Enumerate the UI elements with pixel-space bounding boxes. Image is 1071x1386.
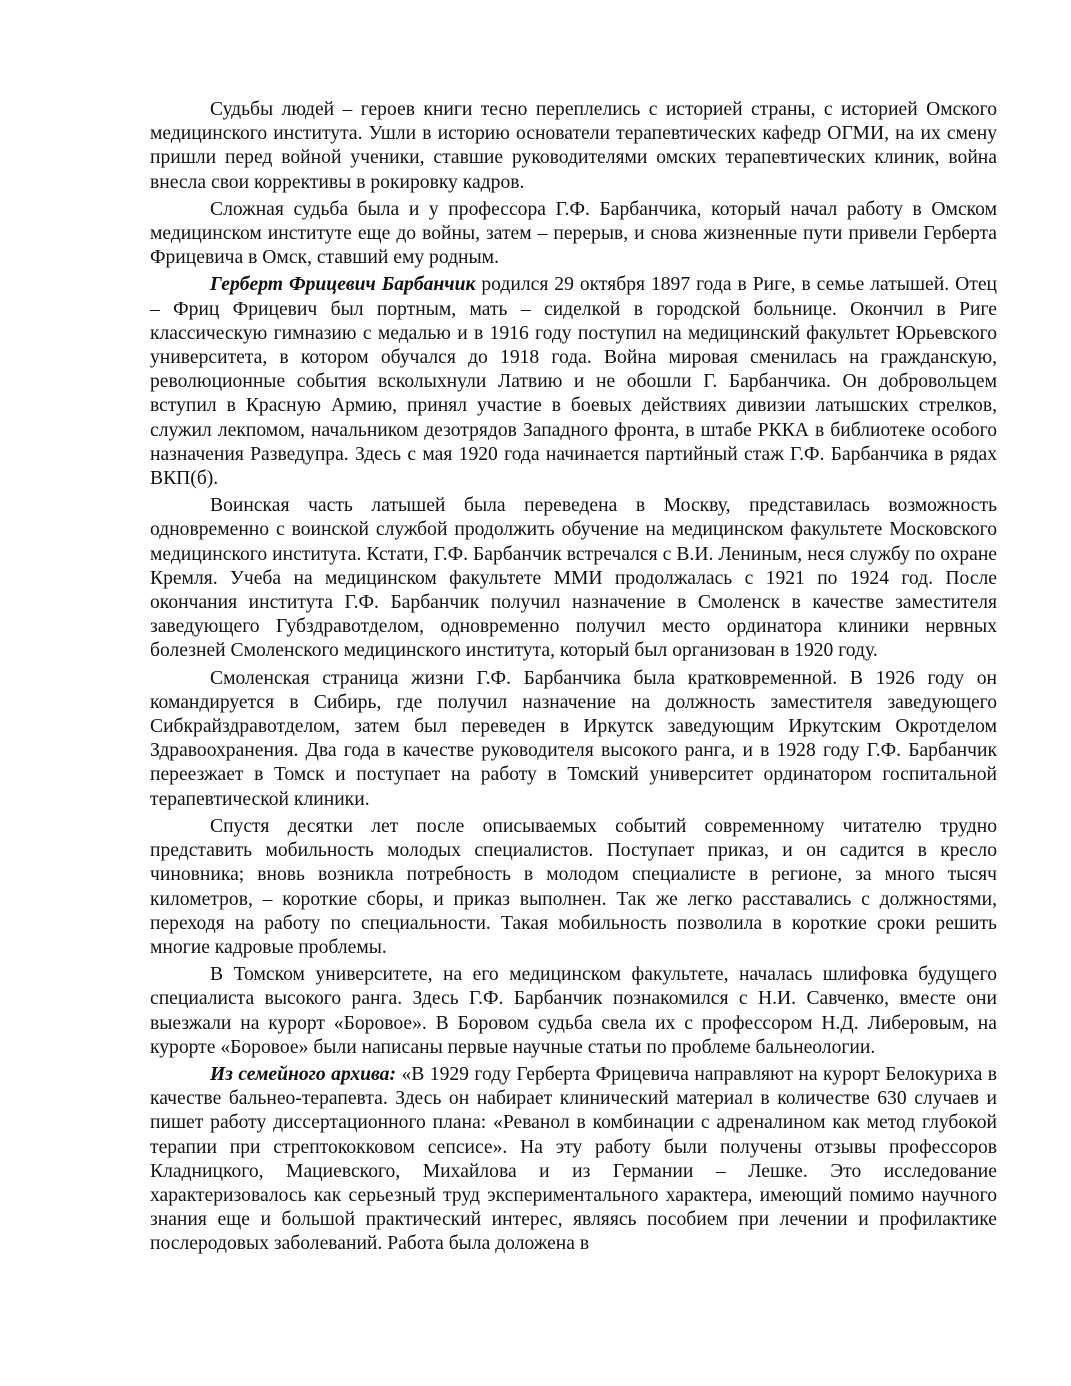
paragraph-7-text: В Томском университете, на его медицинском факультете, началась шлифовка будущего специалиста высокого ранга. Здесь Г.Ф. Барбанчик познакомился с Н.И. Савченко, вместе они выезжали на курорт «Боровое». В Боровом судьба свела их с профессором Н.Д. Либеровым, на курорте «Боровое» были написаны первые научные статьи по проблеме бальнеологии. — [150, 964, 997, 1058]
paragraph-4 — [150, 494, 997, 663]
paragraph-2-text: Сложная судьба была и у профессора Г.Ф. Барбанчика, который начал работу в Омском медицинском институте еще до войны, затем – перерыв, и снова жизненные пути привели Герберта Фрицевича в Омск, ставший ему родным. — [150, 198, 997, 269]
paragraph-3-lead: Герберт Фрицевич Барбанчик — [210, 274, 476, 296]
paragraph-5 — [150, 667, 997, 812]
paragraph-6 — [150, 815, 997, 960]
paragraph-1 — [150, 98, 997, 195]
paragraph-4-text: Воинская часть латышей была переведена в Москву, представилась возможность одновременно с воинской службой продолжить обучение на медицинском факультете Московского медицинского института. Кстати, Г.Ф. Барбанчик встречался с В.И. Лениным, неся службу по охране Кремля. Учеба на медицинском факультете ММИ продолжалась с 1921 по 1924 год. После окончания института Г.Ф. Барбанчик получил назначение в Смоленск в качестве заместителя заведующего Губздравотделом, одновременно получил место ординатора клиники нервных болезней Смоленского медицинского института, который был организован в 1920 году. — [150, 495, 997, 662]
paragraph-8-text: «В 1929 году Герберта Фрицевича направляют на курорт Белокуриха в качестве бальнео-терапевта. Здесь он набирает клинический материал в количестве 630 случаев и пишет работу диссертационного плана: «Реванол в комбинации с адреналином как метод глубокой терапии при стрептококковом сепсисе». На эту работу были получены отзывы профессоров Кладницкого, Мациевского, Михайлова и из Германии – Лешке. Это исследование характеризовалось как серьезный труд экспериментального характера, имеющий помимо научного знания еще и большой практический интерес, являясь пособием при лечении и профилактике послеродовых заболеваний. Работа была доложена в — [150, 1063, 997, 1255]
paragraph-5-text: Смоленская страница жизни Г.Ф. Барбанчика была кратковременной. В 1926 году он командируется в Сибирь, где получил назначение на должность заместителя заведующего Сибкрайздравотделом, затем был переведен в Иркутск заведующим Иркутским Окротделом Здравоохранения. Два года в качестве руководителя высокого ранга, и в 1928 году Г.Ф. Барбанчик переезжает в Томск и поступает на работу в Томский университет ординатором госпитальной терапевтической клиники. — [150, 667, 997, 810]
paragraph-6-text: Спустя десятки лет после описываемых событий современному читателю трудно представить мобильность молодых специалистов. Поступает приказ, и он садится в кресло чиновника; вновь возникла потребность в молодом специалисте в регионе, за много тысяч километров, – короткие сборы, и приказ выполнен. Так же легко расставались с должностями, переходя на работу по специальности. Такая мобильность позволила в короткие сроки решить многие кадровые проблемы. — [150, 815, 997, 958]
paragraph-8-lead: Из семейного архива: — [210, 1063, 396, 1085]
paragraph-1-text: Судьбы людей – героев книги тесно переплелись с историей страны, с историей Омского медицинского института. Ушли в историю основатели терапевтических кафедр ОГМИ, на их смену пришли перед войной ученики, ставшие руководителями омских терапевтических клиник, война внесла свои коррективы в рокировку кадров. — [150, 99, 997, 193]
paragraph-3-text: родился 29 октября 1897 года в Риге, в семье латышей. Отец – Фриц Фрицевич был портным, мать – сиделкой в городской больнице. Окончил в Риге классическую гимназию с медалью и в 1916 году поступил на медицинский факультет Юрьевского университета, в котором обучался до 1918 года. Война мировая сменилась на гражданскую, революционные события всколыхнули Латвию и не обошли Г. Барбанчика. Он добровольцем вступил в Красную Армию, принял участие в боевых действиях дивизии латышских стрелков, служил лекпомом, начальником дезотрядов Западного фронта, в штабе РККА в библиотеке особого назначения Разведупра. Здесь с мая 1920 года начинается партийный стаж Г.Ф. Барбанчика в рядах ВКП(б). — [150, 274, 997, 490]
paragraph-2 — [150, 198, 997, 271]
paragraph-7 — [150, 963, 997, 1060]
document-page — [150, 98, 997, 1260]
paragraph-3 — [150, 273, 997, 491]
paragraph-8 — [150, 1063, 997, 1257]
